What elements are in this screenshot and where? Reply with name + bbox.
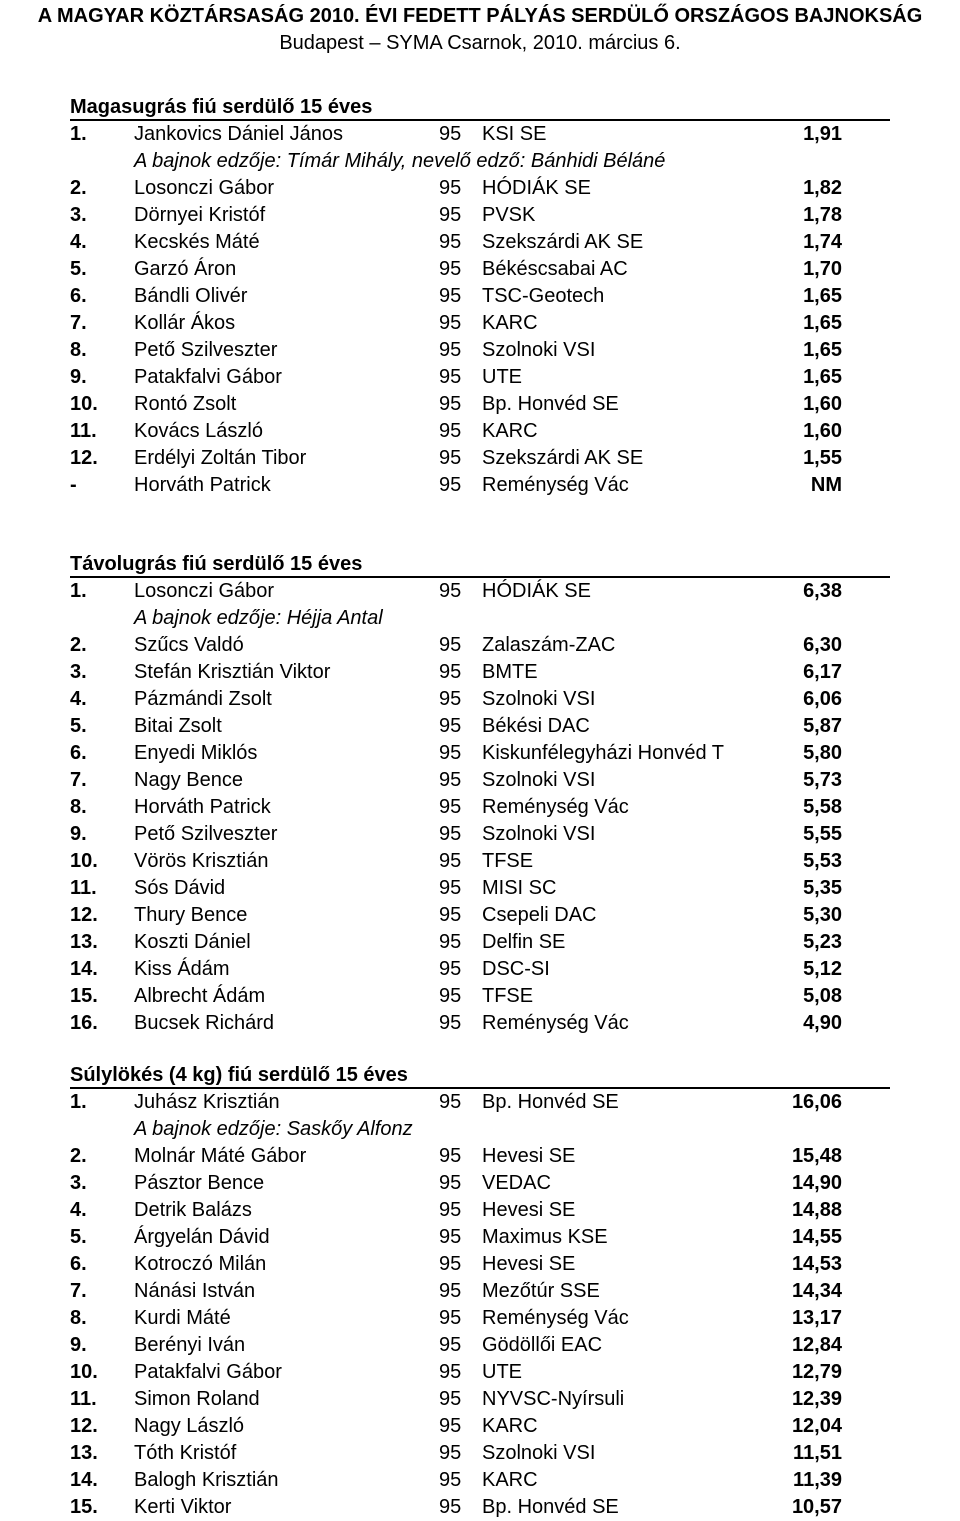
- club-cell: KARC: [482, 312, 538, 334]
- year-cell: 95: [439, 904, 462, 926]
- year-cell: 95: [439, 366, 462, 388]
- result-cell: 11,39: [793, 1469, 842, 1491]
- result-cell: 5,53: [803, 850, 842, 872]
- place-cell: 9.: [70, 1334, 87, 1356]
- place-cell: 2.: [70, 1145, 87, 1167]
- name-cell: Kollár Ákos: [134, 312, 236, 334]
- name-cell: Pázmándi Zsolt: [134, 688, 272, 710]
- result-cell: 1,65: [803, 339, 842, 361]
- section-title: Súlylökés (4 kg) fiú serdülő 15 éves: [70, 1063, 890, 1089]
- place-cell: 15.: [70, 985, 98, 1007]
- place-cell: 7.: [70, 1280, 87, 1302]
- club-cell: HÓDIÁK SE: [482, 177, 591, 199]
- result-cell: 14,53: [791, 1253, 842, 1275]
- results-list: [70, 578, 890, 1037]
- club-cell: Bp. Honvéd SE: [482, 393, 619, 415]
- section-title: Távolugrás fiú serdülő 15 éves: [70, 552, 890, 578]
- year-cell: 95: [439, 742, 462, 764]
- result-cell: 10,57: [791, 1496, 842, 1518]
- year-cell: 95: [439, 634, 462, 656]
- result-cell: 1,65: [803, 366, 842, 388]
- place-cell: 12.: [70, 447, 98, 469]
- place-cell: 7.: [70, 769, 87, 791]
- result-cell: 5,58: [803, 796, 842, 818]
- year-cell: 95: [439, 312, 462, 334]
- table-row: [70, 902, 890, 929]
- table-row: [70, 121, 890, 148]
- table-row: [70, 175, 890, 202]
- place-cell: 2.: [70, 177, 87, 199]
- place-cell: 3.: [70, 661, 87, 683]
- place-cell: 11.: [70, 1388, 97, 1410]
- document-subtitle: Budapest – SYMA Csarnok, 2010. március 6.: [279, 32, 681, 54]
- club-cell: UTE: [482, 1361, 522, 1383]
- name-cell: Patakfalvi Gábor: [134, 1361, 282, 1383]
- place-cell: 12.: [70, 1415, 98, 1437]
- name-cell: Kecskés Máté: [134, 231, 260, 253]
- year-cell: 95: [439, 474, 462, 496]
- place-cell: 12.: [70, 904, 98, 926]
- table-row: [70, 310, 890, 337]
- name-cell: Bucsek Richárd: [134, 1012, 275, 1034]
- name-cell: Dörnyei Kristóf: [134, 204, 266, 226]
- result-cell: 1,70: [803, 258, 842, 280]
- name-cell: Bándli Olivér: [134, 285, 248, 307]
- table-row: [70, 875, 890, 902]
- year-cell: 95: [439, 1280, 462, 1302]
- place-cell: 5.: [70, 258, 87, 280]
- result-cell: 5,55: [803, 823, 842, 845]
- club-cell: Bp. Honvéd SE: [482, 1091, 619, 1113]
- result-cell: 6,06: [803, 688, 842, 710]
- club-cell: Szekszárdi AK SE: [482, 231, 644, 253]
- place-cell: 4.: [70, 1199, 87, 1221]
- name-cell: Garzó Áron: [134, 258, 237, 280]
- club-cell: Maximus KSE: [482, 1226, 608, 1248]
- table-row: [70, 418, 890, 445]
- club-cell: Szolnoki VSI: [482, 339, 596, 361]
- name-cell: Pásztor Bence: [134, 1172, 265, 1194]
- table-row: [70, 983, 890, 1010]
- result-cell: 1,65: [803, 285, 842, 307]
- result-cell: 6,38: [803, 580, 842, 602]
- name-cell: Szűcs Valdó: [134, 634, 244, 656]
- name-cell: Erdélyi Zoltán Tibor: [134, 447, 307, 469]
- result-cell: 12,04: [791, 1415, 842, 1437]
- name-cell: Sós Dávid: [134, 877, 226, 899]
- year-cell: 95: [439, 1334, 462, 1356]
- year-cell: 95: [439, 1091, 462, 1113]
- name-cell: Nánási István: [134, 1280, 256, 1302]
- result-cell: 1,78: [803, 204, 842, 226]
- result-cell: 12,79: [791, 1361, 842, 1383]
- year-cell: 95: [439, 1226, 462, 1248]
- result-cell: 1,55: [803, 447, 842, 469]
- club-cell: Gödöllői EAC: [482, 1334, 603, 1356]
- place-cell: -: [70, 474, 77, 496]
- table-row: [70, 1010, 890, 1037]
- table-row: [70, 256, 890, 283]
- year-cell: 95: [439, 204, 462, 226]
- place-cell: 4.: [70, 688, 87, 710]
- place-cell: 2.: [70, 634, 87, 656]
- table-row: [70, 283, 890, 310]
- result-cell: 14,88: [791, 1199, 842, 1221]
- place-cell: 7.: [70, 312, 87, 334]
- club-cell: Reménység Vác: [482, 474, 629, 496]
- place-cell: 3.: [70, 204, 87, 226]
- club-cell: Reménység Vác: [482, 1012, 629, 1034]
- year-cell: 95: [439, 1496, 462, 1518]
- section-title: Magasugrás fiú serdülő 15 éves: [70, 95, 890, 121]
- name-cell: Balogh Krisztián: [134, 1469, 279, 1491]
- table-row: [70, 1305, 890, 1332]
- year-cell: 95: [439, 985, 462, 1007]
- table-row: [70, 713, 890, 740]
- results-list: [70, 1089, 890, 1521]
- club-cell: PVSK: [482, 204, 536, 226]
- result-cell: 5,35: [803, 877, 842, 899]
- table-row: [70, 794, 890, 821]
- club-cell: Szolnoki VSI: [482, 769, 596, 791]
- place-cell: 13.: [70, 1442, 98, 1464]
- table-row: [70, 1359, 890, 1386]
- table-row: [70, 848, 890, 875]
- table-row: [70, 337, 890, 364]
- club-cell: VEDAC: [482, 1172, 551, 1194]
- club-cell: Hevesi SE: [482, 1145, 576, 1167]
- year-cell: 95: [439, 1145, 462, 1167]
- place-cell: 9.: [70, 823, 87, 845]
- result-cell: 14,34: [791, 1280, 842, 1302]
- club-cell: KARC: [482, 1415, 538, 1437]
- club-cell: KARC: [482, 420, 538, 442]
- place-cell: 10.: [70, 850, 98, 872]
- name-cell: Nagy Bence: [134, 769, 243, 791]
- place-cell: 6.: [70, 742, 87, 764]
- year-cell: 95: [439, 1172, 462, 1194]
- table-row: [70, 1386, 890, 1413]
- name-cell: Stefán Krisztián Viktor: [134, 661, 331, 683]
- result-cell: 16,06: [791, 1091, 842, 1113]
- table-row: [70, 364, 890, 391]
- coach-note: [70, 148, 890, 175]
- year-cell: 95: [439, 1307, 462, 1329]
- table-row: [70, 821, 890, 848]
- name-cell: Horváth Patrick: [134, 796, 271, 818]
- name-cell: Losonczi Gábor: [134, 177, 275, 199]
- year-cell: 95: [439, 958, 462, 980]
- coach-note-text: A bajnok edzője: Saskőy Alfonz: [134, 1118, 413, 1140]
- result-cell: 5,73: [803, 769, 842, 791]
- year-cell: 95: [439, 177, 462, 199]
- table-row: [70, 767, 890, 794]
- table-row: [70, 1440, 890, 1467]
- name-cell: Enyedi Miklós: [134, 742, 258, 764]
- name-cell: Juhász Krisztián: [134, 1091, 280, 1113]
- name-cell: Tóth Kristóf: [134, 1442, 237, 1464]
- club-cell: MISI SC: [482, 877, 557, 899]
- club-cell: KARC: [482, 1469, 538, 1491]
- year-cell: 95: [439, 1415, 462, 1437]
- year-cell: 95: [439, 688, 462, 710]
- result-cell: 6,17: [803, 661, 842, 683]
- place-cell: 1.: [70, 580, 87, 602]
- name-cell: Kiss Ádám: [134, 958, 230, 980]
- year-cell: 95: [439, 580, 462, 602]
- place-cell: 8.: [70, 339, 87, 361]
- year-cell: 95: [439, 339, 462, 361]
- result-cell: 4,90: [803, 1012, 842, 1034]
- place-cell: 10.: [70, 1361, 98, 1383]
- year-cell: 95: [439, 661, 462, 683]
- name-cell: Nagy László: [134, 1415, 245, 1437]
- club-cell: Zalaszám-ZAC: [482, 634, 616, 656]
- year-cell: 95: [439, 1388, 462, 1410]
- table-row: [70, 1494, 890, 1521]
- year-cell: 95: [439, 877, 462, 899]
- result-cell: 1,60: [803, 420, 842, 442]
- year-cell: 95: [439, 769, 462, 791]
- name-cell: Vörös Krisztián: [134, 850, 269, 872]
- club-cell: Reménység Vác: [482, 796, 629, 818]
- club-cell: Szolnoki VSI: [482, 688, 596, 710]
- club-cell: TFSE: [482, 985, 534, 1007]
- year-cell: 95: [439, 850, 462, 872]
- club-cell: KSI SE: [482, 123, 547, 145]
- table-row: [70, 686, 890, 713]
- year-cell: 95: [439, 420, 462, 442]
- table-row: [70, 740, 890, 767]
- club-cell: BMTE: [482, 661, 538, 683]
- coach-note-text: A bajnok edzője: Héjja Antal: [134, 607, 383, 629]
- year-cell: 95: [439, 1469, 462, 1491]
- year-cell: 95: [439, 393, 462, 415]
- result-cell: 14,55: [791, 1226, 842, 1248]
- table-row: [70, 1197, 890, 1224]
- club-cell: TFSE: [482, 850, 534, 872]
- result-cell: 11,51: [793, 1442, 842, 1464]
- year-cell: 95: [439, 1012, 462, 1034]
- table-row: [70, 1251, 890, 1278]
- place-cell: 6.: [70, 1253, 87, 1275]
- club-cell: NYVSC-Nyírsuli: [482, 1388, 625, 1410]
- result-cell: 1,91: [803, 123, 842, 145]
- result-cell: 5,30: [803, 904, 842, 926]
- coach-note-text: A bajnok edzője: Tímár Mihály, nevelő edző: Bánhidi Béláné: [134, 150, 666, 172]
- result-cell: 6,30: [803, 634, 842, 656]
- place-cell: 8.: [70, 796, 87, 818]
- place-cell: 9.: [70, 366, 87, 388]
- result-cell: 12,39: [791, 1388, 842, 1410]
- place-cell: 14.: [70, 1469, 98, 1491]
- name-cell: Losonczi Gábor: [134, 580, 275, 602]
- name-cell: Berényi Iván: [134, 1334, 246, 1356]
- result-cell: 1,82: [803, 177, 842, 199]
- table-row: [70, 1143, 890, 1170]
- section-long-jump: [70, 552, 890, 1037]
- result-cell: 14,90: [791, 1172, 842, 1194]
- club-cell: TSC-Geotech: [482, 285, 605, 307]
- name-cell: Detrik Balázs: [134, 1199, 252, 1221]
- year-cell: 95: [439, 447, 462, 469]
- coach-note: [70, 605, 890, 632]
- place-cell: 15.: [70, 1496, 98, 1518]
- place-cell: 13.: [70, 931, 98, 953]
- name-cell: Patakfalvi Gábor: [134, 366, 282, 388]
- table-row: [70, 929, 890, 956]
- place-cell: 5.: [70, 715, 87, 737]
- club-cell: DSC-SI: [482, 958, 550, 980]
- table-row: [70, 1332, 890, 1359]
- year-cell: 95: [439, 258, 462, 280]
- year-cell: 95: [439, 285, 462, 307]
- year-cell: 95: [439, 931, 462, 953]
- club-cell: Szolnoki VSI: [482, 823, 596, 845]
- name-cell: Molnár Máté Gábor: [134, 1145, 307, 1167]
- club-cell: Békési DAC: [482, 715, 590, 737]
- year-cell: 95: [439, 796, 462, 818]
- results-list: [70, 121, 890, 499]
- year-cell: 95: [439, 1199, 462, 1221]
- place-cell: 10.: [70, 393, 98, 415]
- club-cell: HÓDIÁK SE: [482, 580, 591, 602]
- place-cell: 1.: [70, 1091, 87, 1113]
- result-cell: 13,17: [791, 1307, 842, 1329]
- result-cell: 5,12: [803, 958, 842, 980]
- table-row: [70, 659, 890, 686]
- club-cell: Békéscsabai AC: [482, 258, 628, 280]
- club-cell: UTE: [482, 366, 522, 388]
- place-cell: 8.: [70, 1307, 87, 1329]
- table-row: [70, 956, 890, 983]
- name-cell: Kerti Viktor: [134, 1496, 232, 1518]
- coach-note: [70, 1116, 890, 1143]
- year-cell: 95: [439, 1442, 462, 1464]
- result-cell: 5,08: [803, 985, 842, 1007]
- year-cell: 95: [439, 123, 462, 145]
- place-cell: 11.: [70, 877, 97, 899]
- table-row: [70, 632, 890, 659]
- table-row: [70, 1413, 890, 1440]
- name-cell: Rontó Zsolt: [134, 393, 237, 415]
- place-cell: 1.: [70, 123, 87, 145]
- year-cell: 95: [439, 715, 462, 737]
- result-cell: 1,65: [803, 312, 842, 334]
- club-cell: Szolnoki VSI: [482, 1442, 596, 1464]
- table-row: [70, 229, 890, 256]
- section-high-jump: [70, 95, 890, 499]
- name-cell: Kotroczó Milán: [134, 1253, 267, 1275]
- year-cell: 95: [439, 1253, 462, 1275]
- name-cell: Pető Szilveszter: [134, 339, 278, 361]
- table-row: [70, 1224, 890, 1251]
- result-cell: 15,48: [791, 1145, 842, 1167]
- table-row: [70, 202, 890, 229]
- club-cell: Reménység Vác: [482, 1307, 629, 1329]
- club-cell: Hevesi SE: [482, 1253, 576, 1275]
- name-cell: Bitai Zsolt: [134, 715, 222, 737]
- result-cell: 12,84: [791, 1334, 842, 1356]
- place-cell: 4.: [70, 231, 87, 253]
- name-cell: Kurdi Máté: [134, 1307, 231, 1329]
- year-cell: 95: [439, 823, 462, 845]
- place-cell: 3.: [70, 1172, 87, 1194]
- name-cell: Pető Szilveszter: [134, 823, 278, 845]
- result-cell: NM: [810, 474, 842, 496]
- place-cell: 5.: [70, 1226, 87, 1248]
- club-cell: Szekszárdi AK SE: [482, 447, 644, 469]
- year-cell: 95: [439, 231, 462, 253]
- name-cell: Albrecht Ádám: [134, 985, 266, 1007]
- result-cell: 1,74: [803, 231, 842, 253]
- year-cell: 95: [439, 1361, 462, 1383]
- club-cell: Delfin SE: [482, 931, 566, 953]
- table-row: [70, 1467, 890, 1494]
- club-cell: Kiskunfélegyházi Honvéd T: [482, 742, 724, 764]
- name-cell: Koszti Dániel: [134, 931, 251, 953]
- place-cell: 16.: [70, 1012, 98, 1034]
- place-cell: 6.: [70, 285, 87, 307]
- name-cell: Thury Bence: [134, 904, 248, 926]
- name-cell: Horváth Patrick: [134, 474, 271, 496]
- table-row: [70, 1278, 890, 1305]
- name-cell: Simon Roland: [134, 1388, 260, 1410]
- table-row: [70, 1170, 890, 1197]
- document-title: A MAGYAR KÖZTÁRSASÁG 2010. ÉVI FEDETT PÁLYÁS SERDÜLŐ ORSZÁGOS BAJNOKSÁG: [37, 5, 923, 27]
- result-cell: 1,60: [803, 393, 842, 415]
- table-row: [70, 472, 890, 499]
- table-row: [70, 578, 890, 605]
- result-cell: 5,23: [803, 931, 842, 953]
- club-cell: Mezőtúr SSE: [482, 1280, 600, 1302]
- table-row: [70, 391, 890, 418]
- club-cell: Csepeli DAC: [482, 904, 597, 926]
- result-cell: 5,87: [803, 715, 842, 737]
- place-cell: 14.: [70, 958, 98, 980]
- club-cell: Hevesi SE: [482, 1199, 576, 1221]
- club-cell: Bp. Honvéd SE: [482, 1496, 619, 1518]
- name-cell: Árgyelán Dávid: [134, 1226, 270, 1248]
- name-cell: Kovács László: [134, 420, 263, 442]
- section-shot-put: [70, 1063, 890, 1521]
- result-cell: 5,80: [803, 742, 842, 764]
- name-cell: Jankovics Dániel János: [134, 123, 343, 145]
- table-row: [70, 445, 890, 472]
- table-row: [70, 1089, 890, 1116]
- place-cell: 11.: [70, 420, 97, 442]
